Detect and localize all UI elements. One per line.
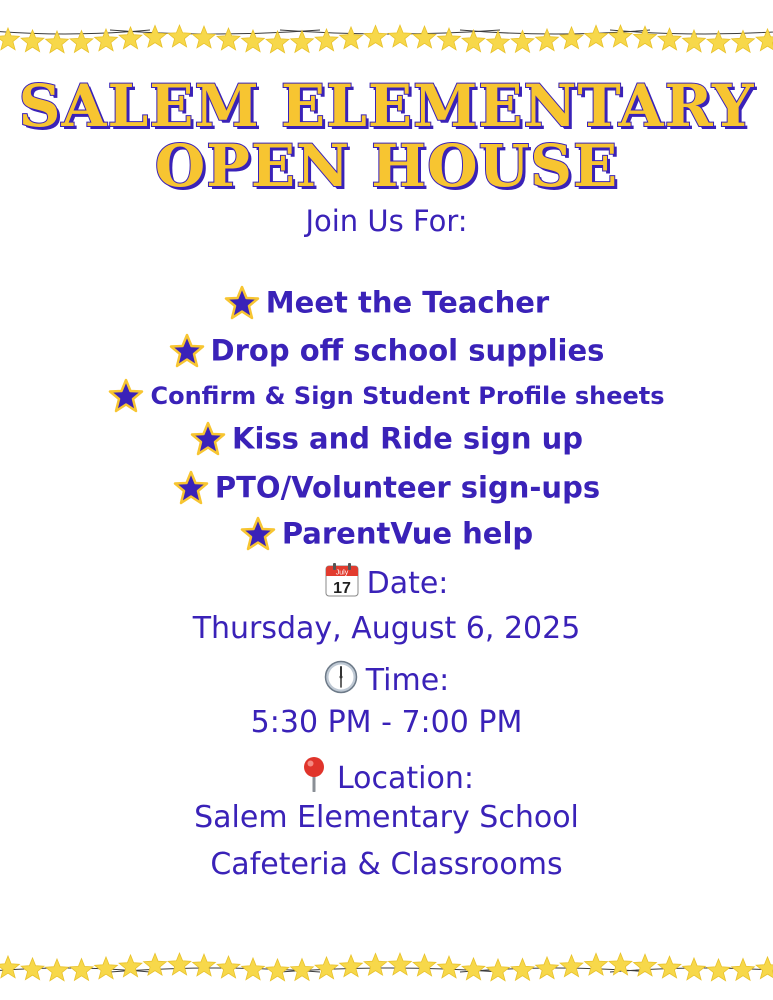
garland-star-icon <box>462 958 485 980</box>
garland-star-icon <box>70 959 93 981</box>
garland-star-icon <box>438 956 461 978</box>
intro-text: Join Us For: <box>305 204 468 238</box>
svg-text:17: 17 <box>332 580 351 597</box>
star-icon <box>190 421 226 457</box>
garland-star-icon <box>609 25 632 47</box>
star-garland-top <box>0 0 773 60</box>
garland-star-icon <box>585 25 608 47</box>
garland-star-icon <box>21 958 44 980</box>
garland-star-icon <box>266 959 289 981</box>
garland-star-icon <box>487 31 510 53</box>
star-icon <box>240 516 276 552</box>
garland-star-icon <box>217 28 240 50</box>
garland-star-icon <box>0 28 19 50</box>
location-line-1: Salem Elementary School <box>194 800 579 835</box>
garland-star-icon <box>46 959 69 981</box>
garland-star-icon <box>560 27 583 49</box>
garland-star-icon <box>193 954 216 976</box>
clock-icon <box>324 660 358 694</box>
garland-star-icon <box>168 25 191 47</box>
agenda-item-label: Kiss and Ride sign up <box>231 421 583 456</box>
garland-star-icon <box>364 25 387 47</box>
garland-star-icon <box>217 956 240 978</box>
agenda-item <box>0 285 773 321</box>
garland-star-icon <box>585 953 608 975</box>
agenda-item <box>0 421 773 457</box>
star-garland-bottom <box>0 938 773 998</box>
calendar-icon <box>325 563 359 597</box>
garland-star-icon <box>291 959 314 981</box>
garland-star-icon <box>732 959 755 981</box>
garland-star-icon <box>536 957 559 979</box>
garland-star-icon <box>291 31 314 53</box>
garland-star-icon <box>413 954 436 976</box>
time-value: 5:30 PM - 7:00 PM <box>250 705 523 740</box>
garland-star-icon <box>756 957 773 979</box>
garland-star-icon <box>560 955 583 977</box>
star-icon <box>169 333 205 369</box>
location-line-2: Cafeteria & Classrooms <box>210 847 563 882</box>
garland-star-icon <box>315 957 338 979</box>
agenda-item <box>0 378 773 414</box>
garland-star-icon <box>683 958 706 980</box>
agenda-item-label: Meet the Teacher <box>265 285 550 320</box>
garland-star-icon <box>413 26 436 48</box>
garland-star-icon <box>119 27 142 49</box>
star-icon <box>173 470 209 506</box>
agenda-item <box>0 516 773 552</box>
garland-star-icon <box>340 27 363 49</box>
location-heading <box>0 756 773 794</box>
garland-star-icon <box>634 954 657 976</box>
agenda-item-label: Drop off school supplies <box>210 333 605 368</box>
time-heading <box>0 660 773 696</box>
garland-star-icon <box>168 953 191 975</box>
map-pin-icon <box>299 756 329 792</box>
garland-star-icon <box>389 25 412 47</box>
garland-star-icon <box>462 30 485 52</box>
date-label: Date: <box>366 566 449 601</box>
svg-text:July: July <box>335 569 348 577</box>
star-icon <box>224 285 260 321</box>
agenda-item <box>0 333 773 369</box>
title-line-1: SALEM ELEMENTARY <box>18 72 755 140</box>
location-label: Location: <box>337 761 474 796</box>
garland-star-icon <box>683 30 706 52</box>
garland-star-icon <box>242 958 265 980</box>
garland-star-icon <box>266 31 289 53</box>
garland-star-icon <box>364 953 387 975</box>
time-label: Time: <box>365 663 450 698</box>
garland-star-icon <box>487 959 510 981</box>
date-heading <box>0 563 773 599</box>
garland-star-icon <box>389 953 412 975</box>
garland-star-icon <box>438 28 461 50</box>
garland-star-icon <box>536 29 559 51</box>
agenda-item-label: ParentVue help <box>281 516 534 551</box>
garland-star-icon <box>634 26 657 48</box>
date-value: Thursday, August 6, 2025 <box>192 611 581 646</box>
garland-star-icon <box>95 957 118 979</box>
agenda-item <box>0 470 773 506</box>
garland-star-icon <box>144 25 167 47</box>
garland-star-icon <box>707 959 730 981</box>
garland-star-icon <box>511 959 534 981</box>
garland-star-icon <box>193 26 216 48</box>
title-line-2: OPEN HOUSE <box>154 132 619 200</box>
star-icon <box>108 378 144 414</box>
agenda-item-label: Confirm & Sign Student Profile sheets <box>150 382 665 410</box>
garland-star-icon <box>658 28 681 50</box>
garland-string <box>610 30 773 34</box>
garland-star-icon <box>658 956 681 978</box>
garland-star-icon <box>119 955 142 977</box>
agenda-item-label: PTO/Volunteer sign-ups <box>214 470 601 505</box>
garland-star-icon <box>340 955 363 977</box>
garland-star-icon <box>0 956 19 978</box>
